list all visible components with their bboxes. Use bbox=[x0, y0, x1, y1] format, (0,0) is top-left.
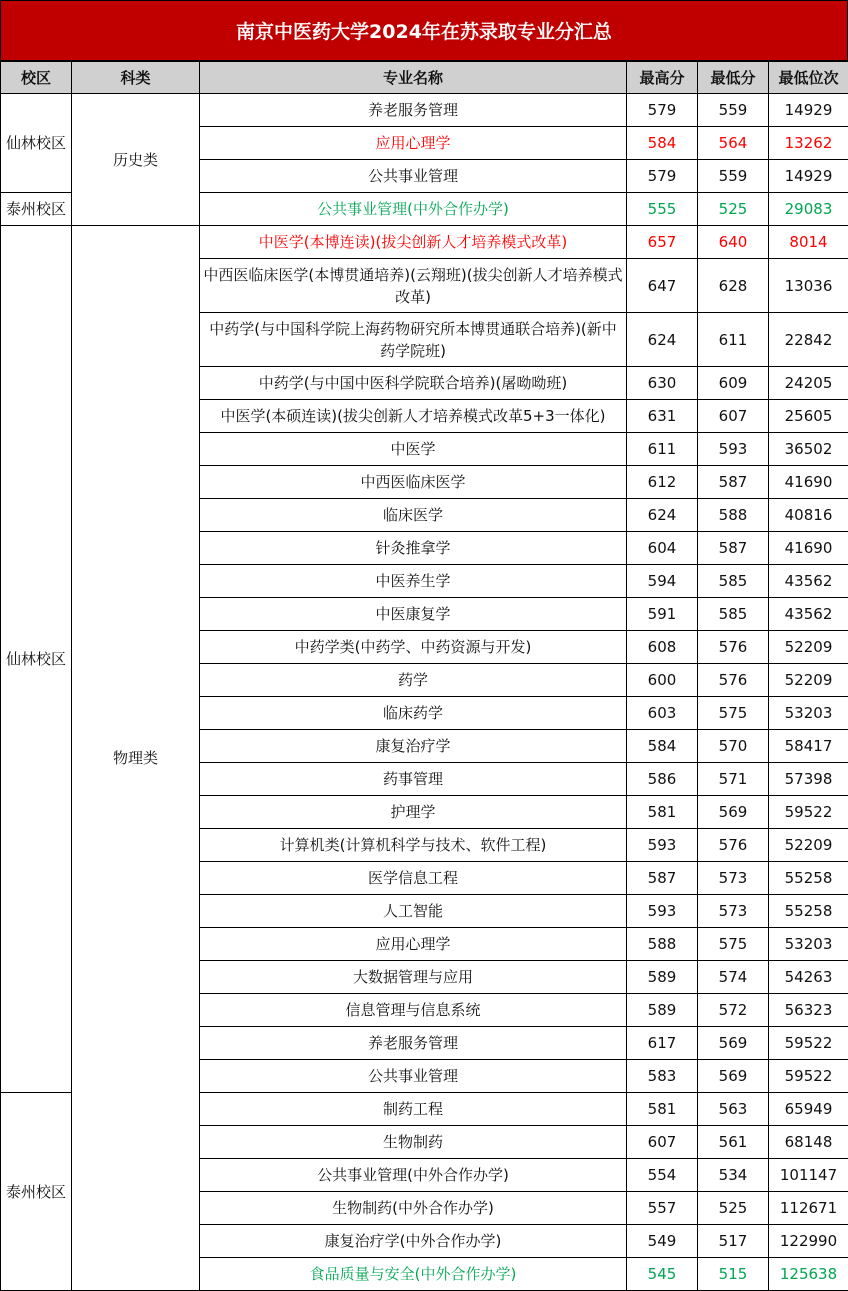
max-cell: 579 bbox=[627, 160, 698, 193]
min-cell: 517 bbox=[698, 1225, 769, 1258]
max-cell: 581 bbox=[627, 1093, 698, 1126]
max-cell: 555 bbox=[627, 193, 698, 226]
min-cell: 628 bbox=[698, 259, 769, 313]
max-cell: 557 bbox=[627, 1192, 698, 1225]
min-cell: 559 bbox=[698, 94, 769, 127]
header-row bbox=[1, 62, 848, 94]
rank-cell: 125638 bbox=[769, 1258, 848, 1291]
rank-cell: 52209 bbox=[769, 829, 848, 862]
rank-cell: 53203 bbox=[769, 928, 848, 961]
min-cell: 575 bbox=[698, 697, 769, 730]
major-cell: 针灸推拿学 bbox=[200, 532, 627, 565]
rank-cell: 13036 bbox=[769, 259, 848, 313]
max-cell: 624 bbox=[627, 499, 698, 532]
max-cell: 589 bbox=[627, 961, 698, 994]
rank-cell: 53203 bbox=[769, 697, 848, 730]
max-cell: 593 bbox=[627, 895, 698, 928]
rank-cell: 29083 bbox=[769, 193, 848, 226]
rank-cell: 57398 bbox=[769, 763, 848, 796]
rank-cell: 65949 bbox=[769, 1093, 848, 1126]
header-campus: 校区 bbox=[1, 62, 72, 94]
major-cell: 中西医临床医学(本博贯通培养)(云翔班)(拔尖创新人才培养模式改革) bbox=[200, 259, 627, 313]
rank-cell: 56323 bbox=[769, 994, 848, 1027]
major-cell: 康复治疗学 bbox=[200, 730, 627, 763]
major-cell: 临床药学 bbox=[200, 697, 627, 730]
major-cell: 信息管理与信息系统 bbox=[200, 994, 627, 1027]
rank-cell: 54263 bbox=[769, 961, 848, 994]
header-rank: 最低位次 bbox=[769, 62, 848, 94]
major-cell: 护理学 bbox=[200, 796, 627, 829]
max-cell: 603 bbox=[627, 697, 698, 730]
min-cell: 585 bbox=[698, 565, 769, 598]
min-cell: 587 bbox=[698, 466, 769, 499]
major-cell: 康复治疗学(中外合作办学) bbox=[200, 1225, 627, 1258]
rank-cell: 59522 bbox=[769, 1060, 848, 1093]
major-cell: 中医康复学 bbox=[200, 598, 627, 631]
min-cell: 575 bbox=[698, 928, 769, 961]
major-cell: 应用心理学 bbox=[200, 127, 627, 160]
min-cell: 588 bbox=[698, 499, 769, 532]
min-cell: 593 bbox=[698, 433, 769, 466]
min-cell: 561 bbox=[698, 1126, 769, 1159]
subject-cell: 物理类 bbox=[72, 226, 200, 1291]
max-cell: 604 bbox=[627, 532, 698, 565]
min-cell: 559 bbox=[698, 160, 769, 193]
max-cell: 631 bbox=[627, 400, 698, 433]
min-cell: 576 bbox=[698, 664, 769, 697]
max-cell: 579 bbox=[627, 94, 698, 127]
max-cell: 607 bbox=[627, 1126, 698, 1159]
max-cell: 593 bbox=[627, 829, 698, 862]
min-cell: 572 bbox=[698, 994, 769, 1027]
admission-table bbox=[0, 61, 848, 1291]
min-cell: 569 bbox=[698, 1060, 769, 1093]
max-cell: 647 bbox=[627, 259, 698, 313]
rank-cell: 13262 bbox=[769, 127, 848, 160]
rank-cell: 25605 bbox=[769, 400, 848, 433]
min-cell: 574 bbox=[698, 961, 769, 994]
min-cell: 570 bbox=[698, 730, 769, 763]
rank-cell: 40816 bbox=[769, 499, 848, 532]
max-cell: 584 bbox=[627, 730, 698, 763]
rank-cell: 59522 bbox=[769, 796, 848, 829]
major-cell: 中医学 bbox=[200, 433, 627, 466]
rank-cell: 22842 bbox=[769, 313, 848, 367]
major-cell: 制药工程 bbox=[200, 1093, 627, 1126]
rank-cell: 68148 bbox=[769, 1126, 848, 1159]
min-cell: 515 bbox=[698, 1258, 769, 1291]
max-cell: 611 bbox=[627, 433, 698, 466]
min-cell: 585 bbox=[698, 598, 769, 631]
rank-cell: 41690 bbox=[769, 532, 848, 565]
min-cell: 587 bbox=[698, 532, 769, 565]
min-cell: 564 bbox=[698, 127, 769, 160]
max-cell: 657 bbox=[627, 226, 698, 259]
major-cell: 中药学(与中国中医科学院联合培养)(屠呦呦班) bbox=[200, 367, 627, 400]
rank-cell: 52209 bbox=[769, 664, 848, 697]
header-min: 最低分 bbox=[698, 62, 769, 94]
rank-cell: 24205 bbox=[769, 367, 848, 400]
min-cell: 534 bbox=[698, 1159, 769, 1192]
max-cell: 624 bbox=[627, 313, 698, 367]
rank-cell: 14929 bbox=[769, 94, 848, 127]
max-cell: 589 bbox=[627, 994, 698, 1027]
major-cell: 食品质量与安全(中外合作办学) bbox=[200, 1258, 627, 1291]
rank-cell: 101147 bbox=[769, 1159, 848, 1192]
max-cell: 583 bbox=[627, 1060, 698, 1093]
rank-cell: 122990 bbox=[769, 1225, 848, 1258]
major-cell: 养老服务管理 bbox=[200, 1027, 627, 1060]
rank-cell: 59522 bbox=[769, 1027, 848, 1060]
max-cell: 584 bbox=[627, 127, 698, 160]
rank-cell: 36502 bbox=[769, 433, 848, 466]
rank-cell: 58417 bbox=[769, 730, 848, 763]
max-cell: 554 bbox=[627, 1159, 698, 1192]
campus-cell: 仙林校区 bbox=[1, 94, 72, 193]
major-cell: 中医学(本博连读)(拔尖创新人才培养模式改革) bbox=[200, 226, 627, 259]
major-cell: 药学 bbox=[200, 664, 627, 697]
max-cell: 587 bbox=[627, 862, 698, 895]
min-cell: 576 bbox=[698, 631, 769, 664]
max-cell: 594 bbox=[627, 565, 698, 598]
subject-cell: 历史类 bbox=[72, 94, 200, 226]
major-cell: 公共事业管理 bbox=[200, 160, 627, 193]
major-cell: 养老服务管理 bbox=[200, 94, 627, 127]
max-cell: 588 bbox=[627, 928, 698, 961]
min-cell: 571 bbox=[698, 763, 769, 796]
min-cell: 607 bbox=[698, 400, 769, 433]
major-cell: 应用心理学 bbox=[200, 928, 627, 961]
rank-cell: 43562 bbox=[769, 565, 848, 598]
min-cell: 573 bbox=[698, 862, 769, 895]
max-cell: 581 bbox=[627, 796, 698, 829]
min-cell: 611 bbox=[698, 313, 769, 367]
campus-cell: 仙林校区 bbox=[1, 226, 72, 1093]
major-cell: 公共事业管理(中外合作办学) bbox=[200, 1159, 627, 1192]
campus-cell: 泰州校区 bbox=[1, 1093, 72, 1291]
rank-cell: 55258 bbox=[769, 895, 848, 928]
major-cell: 公共事业管理(中外合作办学) bbox=[200, 193, 627, 226]
rank-cell: 55258 bbox=[769, 862, 848, 895]
major-cell: 公共事业管理 bbox=[200, 1060, 627, 1093]
min-cell: 640 bbox=[698, 226, 769, 259]
major-cell: 中西医临床医学 bbox=[200, 466, 627, 499]
major-cell: 临床医学 bbox=[200, 499, 627, 532]
rank-cell: 14929 bbox=[769, 160, 848, 193]
min-cell: 569 bbox=[698, 796, 769, 829]
min-cell: 569 bbox=[698, 1027, 769, 1060]
major-cell: 药事管理 bbox=[200, 763, 627, 796]
max-cell: 600 bbox=[627, 664, 698, 697]
header-subject: 科类 bbox=[72, 62, 200, 94]
max-cell: 591 bbox=[627, 598, 698, 631]
header-max: 最高分 bbox=[627, 62, 698, 94]
max-cell: 586 bbox=[627, 763, 698, 796]
min-cell: 609 bbox=[698, 367, 769, 400]
major-cell: 中医养生学 bbox=[200, 565, 627, 598]
rank-cell: 43562 bbox=[769, 598, 848, 631]
major-cell: 中药学(与中国科学院上海药物研究所本博贯通联合培养)(新中药学院班) bbox=[200, 313, 627, 367]
major-cell: 大数据管理与应用 bbox=[200, 961, 627, 994]
header-major: 专业名称 bbox=[200, 62, 627, 94]
max-cell: 612 bbox=[627, 466, 698, 499]
min-cell: 563 bbox=[698, 1093, 769, 1126]
min-cell: 525 bbox=[698, 1192, 769, 1225]
max-cell: 545 bbox=[627, 1258, 698, 1291]
major-cell: 人工智能 bbox=[200, 895, 627, 928]
rank-cell: 52209 bbox=[769, 631, 848, 664]
table-row bbox=[1, 226, 848, 259]
min-cell: 576 bbox=[698, 829, 769, 862]
rank-cell: 8014 bbox=[769, 226, 848, 259]
major-cell: 生物制药(中外合作办学) bbox=[200, 1192, 627, 1225]
max-cell: 608 bbox=[627, 631, 698, 664]
major-cell: 计算机类(计算机科学与技术、软件工程) bbox=[200, 829, 627, 862]
major-cell: 医学信息工程 bbox=[200, 862, 627, 895]
max-cell: 617 bbox=[627, 1027, 698, 1060]
min-cell: 525 bbox=[698, 193, 769, 226]
rank-cell: 41690 bbox=[769, 466, 848, 499]
table-row bbox=[1, 94, 848, 127]
campus-cell: 泰州校区 bbox=[1, 193, 72, 226]
max-cell: 630 bbox=[627, 367, 698, 400]
major-cell: 中药学类(中药学、中药资源与开发) bbox=[200, 631, 627, 664]
major-cell: 生物制药 bbox=[200, 1126, 627, 1159]
max-cell: 549 bbox=[627, 1225, 698, 1258]
major-cell: 中医学(本硕连读)(拔尖创新人才培养模式改革5+3一体化) bbox=[200, 400, 627, 433]
page-title: 南京中医药大学2024年在苏录取专业分汇总 bbox=[0, 0, 848, 61]
rank-cell: 112671 bbox=[769, 1192, 848, 1225]
min-cell: 573 bbox=[698, 895, 769, 928]
